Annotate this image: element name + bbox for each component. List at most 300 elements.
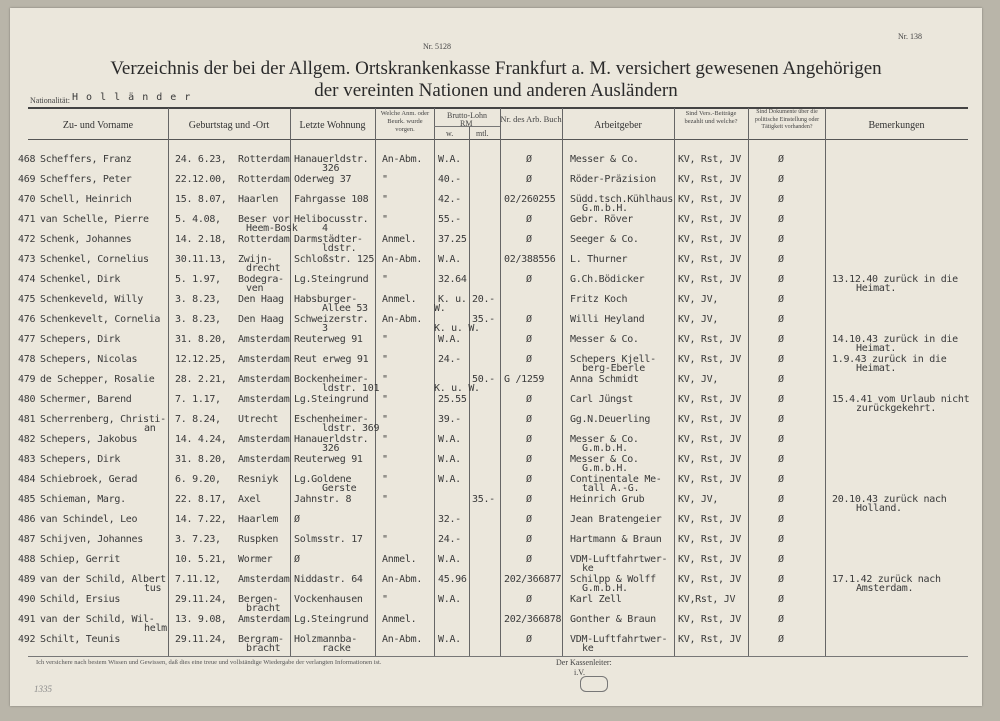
registration: Anmel. <box>382 614 417 625</box>
political-documents: Ø <box>778 214 784 225</box>
employer: Messer & Co. <box>570 154 639 165</box>
registration: An-Abm. <box>382 574 423 585</box>
last-address: Solmsstr. 17 <box>294 534 363 545</box>
person-name: Schepers, Nicolas <box>40 354 138 365</box>
insurance-benefits: KV, Rst, JV <box>678 434 741 445</box>
person-name: van Schelle, Pierre <box>40 214 149 225</box>
table-row <box>10 451 982 474</box>
row-number: 468 <box>18 154 36 165</box>
birth-date: 7.11.12, <box>175 574 221 585</box>
person-name: Schermer, Barend <box>40 394 132 405</box>
employer: Fritz Koch <box>570 294 628 305</box>
last-address-cont: Gerste <box>322 483 357 494</box>
insurance-benefits: KV,Rst, JV <box>678 594 736 605</box>
person-name: Schenkevelt, Cornelia <box>40 314 161 325</box>
birth-date: 3. 8.23, <box>175 314 221 325</box>
last-address: Holzmannba- <box>294 634 357 645</box>
table-row <box>10 371 982 394</box>
political-documents: Ø <box>778 234 784 245</box>
person-name: Scherrenberg, Christi- <box>40 414 166 425</box>
birth-place: Amsterdam <box>238 354 290 365</box>
political-documents: Ø <box>778 554 784 565</box>
signature-scribble <box>580 676 608 692</box>
birth-place: Bergen- <box>238 594 279 605</box>
row-number: 471 <box>18 214 36 225</box>
political-documents: Ø <box>778 474 784 485</box>
registration: Anmel. <box>382 234 417 245</box>
birth-place: Rotterdam <box>238 234 290 245</box>
birth-place: Amsterdam <box>238 614 290 625</box>
last-address: Schloßstr. 125 <box>294 254 375 265</box>
wage-weekly: W.A. <box>438 154 461 165</box>
row-number: 484 <box>18 474 36 485</box>
employer: Messer & Co. <box>570 334 639 345</box>
employer: Continentale Me- <box>570 474 662 485</box>
employer: Gonther & Braun <box>570 614 656 625</box>
header-benefits: Sind Vers.-Beiträge bezahlt und welche? <box>684 110 738 125</box>
row-number: 476 <box>18 314 36 325</box>
table-row <box>10 351 982 374</box>
political-documents: Ø <box>778 174 784 185</box>
remark: 15.4.41 vom Urlaub nicht <box>832 394 970 405</box>
person-name: Schiebroek, Gerad <box>40 474 138 485</box>
birth-date: 5. 1.97, <box>175 274 221 285</box>
employer: L. Thurner <box>570 254 628 265</box>
insurance-benefits: KV, Rst, JV <box>678 234 741 245</box>
political-documents: Ø <box>778 634 784 645</box>
registration: " <box>382 334 388 345</box>
nationality-label: Nationalität: <box>30 96 70 105</box>
wage-weekly: 24.- <box>438 354 461 365</box>
table-row <box>10 391 982 414</box>
remark: 1.9.43 zurück in die <box>832 354 947 365</box>
row-number: 477 <box>18 334 36 345</box>
table-row <box>10 291 982 314</box>
row-number: 487 <box>18 534 36 545</box>
wage-weekly: W.A. <box>438 474 461 485</box>
remark: 17.1.42 zurück nach <box>832 574 941 585</box>
work-book-number: Ø <box>526 314 532 325</box>
registration: " <box>382 494 388 505</box>
political-documents: Ø <box>778 294 784 305</box>
person-name: van der Schild, Albert <box>40 574 166 585</box>
remark: 20.10.43 zurück nach <box>832 494 947 505</box>
birth-date: 14. 2.18, <box>175 234 227 245</box>
employer: G.Ch.Bödicker <box>570 274 645 285</box>
table-row <box>10 231 982 254</box>
insurance-benefits: KV, JV, <box>678 374 719 385</box>
political-documents: Ø <box>778 574 784 585</box>
wage-weekly-cont: W. <box>434 303 446 314</box>
birth-date: 22.12.00, <box>175 174 227 185</box>
employer: Seeger & Co. <box>570 234 639 245</box>
birth-place: Beser vor <box>238 214 290 225</box>
birth-date: 29.11.24, <box>175 594 227 605</box>
table-row <box>10 211 982 234</box>
last-address: Habsburger- <box>294 294 357 305</box>
employer: Gebr. Röver <box>570 214 633 225</box>
employer: Hartmann & Braun <box>570 534 662 545</box>
registration: " <box>382 214 388 225</box>
work-book-number: 202/366878 <box>504 614 562 625</box>
wage-weekly: K. u. <box>438 294 467 305</box>
birth-place: Utrecht <box>238 414 279 425</box>
insurance-benefits: KV, Rst, JV <box>678 154 741 165</box>
header-employer: Arbeitgeber <box>594 120 642 131</box>
wage-weekly: 25.55 <box>438 394 467 405</box>
header-wage: Brutto-Lohn <box>447 111 487 120</box>
birth-date: 31. 8.20, <box>175 334 227 345</box>
registration: " <box>382 434 388 445</box>
birth-place: Den Haag <box>238 314 284 325</box>
political-documents: Ø <box>778 314 784 325</box>
birth-date: 24. 6.23, <box>175 154 227 165</box>
employer-cont: ke <box>582 643 594 654</box>
header-wage-monthly: mtl. <box>476 129 489 138</box>
political-documents: Ø <box>778 434 784 445</box>
last-address: Vockenhausen <box>294 594 363 605</box>
footer-iv: i.V. <box>574 668 585 677</box>
employer: Südd.tsch.Kühlhaus <box>570 194 673 205</box>
insurance-benefits: KV, Rst, JV <box>678 414 741 425</box>
registration: An-Abm. <box>382 154 423 165</box>
person-name-cont: an <box>144 423 156 434</box>
person-name-cont: tus <box>144 583 162 594</box>
birth-place: Zwijn- <box>238 254 273 265</box>
insurance-benefits: KV, Rst, JV <box>678 334 741 345</box>
last-address: Reut erweg 91 <box>294 354 369 365</box>
header-birth: Geburtstag und -Ort <box>188 120 270 131</box>
work-book-number: Ø <box>526 594 532 605</box>
political-documents: Ø <box>778 534 784 545</box>
employer-cont: G.m.b.H. <box>582 463 628 474</box>
registration: " <box>382 274 388 285</box>
insurance-benefits: KV, Rst, JV <box>678 194 741 205</box>
header-book-number: Nr. des Arb. Buch <box>500 114 562 124</box>
row-number: 482 <box>18 434 36 445</box>
footer-declaration: Ich versichere nach bestem Wissen und Gewissen, daß dies eine treue und vollständige Wiedergabe der verlangten Informationen ist. <box>36 659 382 666</box>
work-book-number: Ø <box>526 334 532 345</box>
wage-monthly: 35.- <box>472 494 495 505</box>
person-name: Schieman, Marg. <box>40 494 126 505</box>
table-row <box>10 251 982 274</box>
work-book-number: Ø <box>526 514 532 525</box>
last-address: Reuterweg 91 <box>294 454 363 465</box>
work-book-number: Ø <box>526 494 532 505</box>
last-address: Lg.Steingrund <box>294 614 369 625</box>
birth-place-cont: Heem-Bosk <box>246 223 298 234</box>
person-name: Schijven, Johannes <box>40 534 143 545</box>
row-number: 475 <box>18 294 36 305</box>
registration: " <box>382 394 388 405</box>
wage-weekly: 45.96 <box>438 574 467 585</box>
register-number-right: Nr. 138 <box>898 32 922 41</box>
employer-cont: G.m.b.H. <box>582 443 628 454</box>
employer: Messer & Co. <box>570 454 639 465</box>
insurance-benefits: KV, Rst, JV <box>678 574 741 585</box>
birth-date: 14. 4.24, <box>175 434 227 445</box>
person-name: Schenkel, Dirk <box>40 274 121 285</box>
birth-place-cont: drecht <box>246 263 281 274</box>
table-row <box>10 191 982 214</box>
registration: An-Abm. <box>382 634 423 645</box>
birth-place: Amsterdam <box>238 374 290 385</box>
registration: " <box>382 374 388 385</box>
table-row <box>10 411 982 434</box>
row-number: 479 <box>18 374 36 385</box>
birth-place: Haarlem <box>238 514 279 525</box>
work-book-number: Ø <box>526 154 532 165</box>
last-address: Hanauerldstr. <box>294 154 369 165</box>
employer: Gg.N.Deuerling <box>570 414 651 425</box>
political-documents: Ø <box>778 374 784 385</box>
work-book-number: Ø <box>526 234 532 245</box>
person-name-cont: helm <box>144 623 167 634</box>
person-name: Schepers, Jakobus <box>40 434 138 445</box>
last-address: Jahnstr. 8 <box>294 494 352 505</box>
last-address: Ø <box>294 514 300 525</box>
birth-date: 14. 7.22, <box>175 514 227 525</box>
last-address-cont: ldstr. 101 <box>322 383 380 394</box>
last-address: Darmstädter- <box>294 234 363 245</box>
last-address-cont: 3 <box>322 323 328 334</box>
footer-rule <box>28 656 968 657</box>
work-book-number: Ø <box>526 414 532 425</box>
row-number: 492 <box>18 634 36 645</box>
birth-date: 22. 8.17, <box>175 494 227 505</box>
employer: Heinrich Grub <box>570 494 645 505</box>
work-book-number: 02/260255 <box>504 194 556 205</box>
last-address: Schweizerstr. <box>294 314 369 325</box>
work-book-number: Ø <box>526 554 532 565</box>
table-row <box>10 571 982 594</box>
person-name: van der Schild, Wil- <box>40 614 155 625</box>
employer: Willi Heyland <box>570 314 645 325</box>
row-number: 488 <box>18 554 36 565</box>
work-book-number: 02/388556 <box>504 254 556 265</box>
employer: Karl Zell <box>570 594 622 605</box>
birth-date: 5. 4.08, <box>175 214 221 225</box>
wage-weekly: 32.- <box>438 514 461 525</box>
header-documents: Sind Dokumente über die politische Einstellung oder Tätigkeit vorhanden? <box>754 109 820 130</box>
wage-weekly: W.A. <box>438 634 461 645</box>
row-number: 469 <box>18 174 36 185</box>
insurance-benefits: KV, JV, <box>678 314 719 325</box>
birth-place: Ruspken <box>238 534 279 545</box>
employer: VDM-Luftfahrtwer- <box>570 554 668 565</box>
table-row <box>10 151 982 174</box>
last-address: Reuterweg 91 <box>294 334 363 345</box>
birth-place: Rotterdam <box>238 154 290 165</box>
document-title: Verzeichnis der bei der Allgem. Ortskrankenkasse Frankfurt a. M. versichert gewesenen Angehörigen <box>110 58 882 79</box>
table-row <box>10 331 982 354</box>
employer: Schilpp & Wolff <box>570 574 656 585</box>
last-address: Niddastr. 64 <box>294 574 363 585</box>
row-number: 473 <box>18 254 36 265</box>
birth-place-cont: ven <box>246 283 264 294</box>
political-documents: Ø <box>778 254 784 265</box>
table-row <box>10 491 982 514</box>
row-number: 478 <box>18 354 36 365</box>
insurance-benefits: KV, Rst, JV <box>678 214 741 225</box>
birth-date: 6. 9.20, <box>175 474 221 485</box>
employer: Carl Jüngst <box>570 394 633 405</box>
registration: " <box>382 174 388 185</box>
wage-weekly: 55.- <box>438 214 461 225</box>
work-book-number: Ø <box>526 454 532 465</box>
registration: An-Abm. <box>382 314 423 325</box>
header-wage-weekly: w. <box>446 129 454 138</box>
header-remarks: Bemerkungen <box>868 120 925 131</box>
table-row <box>10 551 982 574</box>
work-book-number: Ø <box>526 174 532 185</box>
insurance-benefits: KV, Rst, JV <box>678 554 741 565</box>
birth-place: Bodegra- <box>238 274 284 285</box>
employer: Jean Bratengeier <box>570 514 662 525</box>
table-row <box>10 631 982 654</box>
row-number: 490 <box>18 594 36 605</box>
insurance-benefits: KV, JV, <box>678 494 719 505</box>
political-documents: Ø <box>778 514 784 525</box>
table-row <box>10 531 982 551</box>
political-documents: Ø <box>778 274 784 285</box>
work-book-number: Ø <box>526 434 532 445</box>
birth-date: 15. 8.07, <box>175 194 227 205</box>
insurance-benefits: KV, Rst, JV <box>678 454 741 465</box>
row-number: 470 <box>18 194 36 205</box>
wage-monthly: 20.- <box>472 294 495 305</box>
work-book-number: Ø <box>526 214 532 225</box>
birth-place: Amsterdam <box>238 394 290 405</box>
row-number: 491 <box>18 614 36 625</box>
wage-weekly: 42.- <box>438 194 461 205</box>
birth-place: Axel <box>238 494 261 505</box>
political-documents: Ø <box>778 614 784 625</box>
wage-weekly: W.A. <box>438 594 461 605</box>
registration: " <box>382 194 388 205</box>
wage-weekly: W.A. <box>438 434 461 445</box>
employer: Schepers Kjell- <box>570 354 656 365</box>
person-name: Schild, Ersius <box>40 594 121 605</box>
wage-weekly: 37.25 <box>438 234 467 245</box>
person-name: Schenkel, Cornelius <box>40 254 149 265</box>
table-row <box>10 511 982 531</box>
wage-weekly: 24.- <box>438 534 461 545</box>
birth-place: Wormer <box>238 554 273 565</box>
last-address-cont: ldstr. <box>322 243 357 254</box>
birth-place: Amsterdam <box>238 574 290 585</box>
registration: Anmel. <box>382 554 417 565</box>
last-address-cont: 4 <box>322 223 328 234</box>
political-documents: Ø <box>778 494 784 505</box>
birth-date: 28. 2.21, <box>175 374 227 385</box>
nationality-value: H o l l ä n d e r <box>72 92 192 103</box>
row-number: 480 <box>18 394 36 405</box>
insurance-benefits: KV, Rst, JV <box>678 354 741 365</box>
registration: Anmel. <box>382 294 417 305</box>
birth-place: Haarlen <box>238 194 279 205</box>
header-name: Zu- und Vorname <box>62 120 134 131</box>
last-address: Oderweg 37 <box>294 174 352 185</box>
last-address: Lg.Steingrund <box>294 274 369 285</box>
work-book-number: Ø <box>526 634 532 645</box>
last-address: Lg.Steingrund <box>294 394 369 405</box>
row-number: 474 <box>18 274 36 285</box>
employer-cont: G.m.b.H. <box>582 203 628 214</box>
wage-weekly: 32.64 <box>438 274 467 285</box>
last-address-cont: 326 <box>322 443 340 454</box>
employer: VDM-Luftfahrtwer- <box>570 634 668 645</box>
registration: An-Abm. <box>382 254 423 265</box>
employer-cont: G.m.b.H. <box>582 583 628 594</box>
person-name: Scheffers, Franz <box>40 154 132 165</box>
employer-cont: berg-Eberle <box>582 363 645 374</box>
remark: 14.10.43 zurück in die <box>832 334 958 345</box>
insurance-benefits: KV, Rst, JV <box>678 254 741 265</box>
last-address: Ø <box>294 554 300 565</box>
person-name: van Schindel, Leo <box>40 514 138 525</box>
person-name: Schell, Heinrich <box>40 194 132 205</box>
birth-date: 12.12.25, <box>175 354 227 365</box>
table-row <box>10 611 982 634</box>
header-registration: Welche Anm. oder Beurk. wurde vorgen. <box>380 110 430 133</box>
birth-date: 7. 1.17, <box>175 394 221 405</box>
work-book-number: Ø <box>526 394 532 405</box>
document-page <box>10 8 982 706</box>
insurance-benefits: KV, JV, <box>678 294 719 305</box>
header-top-rule <box>28 107 968 109</box>
political-documents: Ø <box>778 394 784 405</box>
work-book-number: Ø <box>526 354 532 365</box>
person-name: Schepers, Dirk <box>40 454 121 465</box>
pencil-mark: 1335 <box>34 684 52 694</box>
row-number: 472 <box>18 234 36 245</box>
row-number: 486 <box>18 514 36 525</box>
birth-date: 29.11.24, <box>175 634 227 645</box>
registration: " <box>382 474 388 485</box>
last-address-cont: Allee 53 <box>322 303 368 314</box>
wage-monthly: 50.- <box>472 374 495 385</box>
political-documents: Ø <box>778 154 784 165</box>
wage-weekly: 40.- <box>438 174 461 185</box>
wage-weekly-cont: K. u. W. <box>434 383 480 394</box>
insurance-benefits: KV, Rst, JV <box>678 174 741 185</box>
person-name: Schenk, Johannes <box>40 234 132 245</box>
person-name: Schilt, Teunis <box>40 634 121 645</box>
table-row <box>10 311 982 334</box>
birth-place: Den Haag <box>238 294 284 305</box>
employer-cont: ke <box>582 563 594 574</box>
political-documents: Ø <box>778 414 784 425</box>
political-documents: Ø <box>778 194 784 205</box>
insurance-benefits: KV, Rst, JV <box>678 634 741 645</box>
last-address: Lg.Goldene <box>294 474 352 485</box>
row-number: 485 <box>18 494 36 505</box>
header-wage-unit: RM <box>460 119 473 128</box>
last-address-cont: 326 <box>322 163 340 174</box>
remark-cont: Holland. <box>856 503 902 514</box>
last-address-cont: ldstr. 369 <box>322 423 380 434</box>
footer-signer-label: Der Kassenleiter: <box>556 658 612 667</box>
row-number: 489 <box>18 574 36 585</box>
insurance-benefits: KV, Rst, JV <box>678 614 741 625</box>
birth-date: 10. 5.21, <box>175 554 227 565</box>
last-address-cont: racke <box>322 643 351 654</box>
remark-cont: Amsterdam. <box>856 583 914 594</box>
registration: " <box>382 354 388 365</box>
table-row <box>10 171 982 191</box>
work-book-number: Ø <box>526 534 532 545</box>
